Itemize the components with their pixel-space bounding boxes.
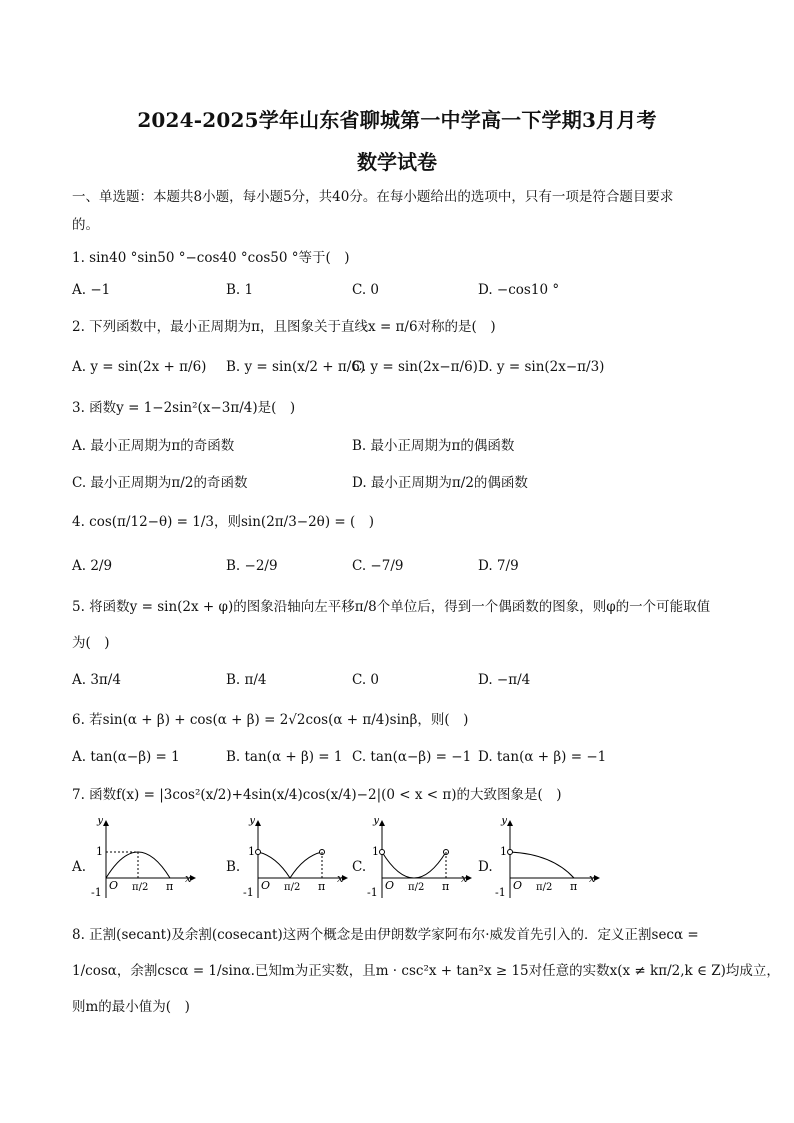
q2-option-a: A. y = sin(2x + π/6) — [72, 359, 207, 375]
graph-b-y-label: y — [249, 818, 256, 826]
graph-b — [240, 818, 350, 904]
q2-option-b: B. y = sin(x/2 + π/6) — [226, 359, 366, 375]
q1-option-b: B. 1 — [226, 282, 254, 298]
graph-d-neg1: -1 — [495, 886, 506, 899]
q4-option-c: C. −7/9 — [352, 558, 404, 574]
graph-c-one: 1 — [372, 845, 379, 858]
q4-option-d: D. 7/9 — [478, 558, 519, 574]
q2-option-d: D. y = sin(2x−π/3) — [478, 359, 605, 375]
q6-option-d: D. tan(α + β) = −1 — [478, 749, 607, 765]
question-6: 6. 若sin(α + β) + cos(α + β) = 2√2cos(α + π/4)sinβ，则( ) — [72, 712, 469, 728]
q5-option-b: B. π/4 — [226, 672, 267, 688]
q3-option-a: A. 最小正周期为π的奇函数 — [72, 438, 235, 454]
q3-option-d: D. 最小正周期为π/2的偶函数 — [352, 475, 528, 491]
graph-a-pi2: π/2 — [132, 882, 149, 893]
question-8: 8. 正割(secant)及余割(cosecant)这两个概念是由伊朗数学家阿布尔·威发首先引入的．定义正割secα = — [72, 927, 699, 943]
question-8-line3: 则m的最小值为( ) — [72, 999, 190, 1015]
graph-d-pi: π — [570, 880, 578, 893]
question-8-line2: 1/cosα，余割cscα = 1/sinα.已知m为正实数，且m · csc²x + tan²x ≥ 15对任意的实数x(x ≠ kπ/2,k ∈ Z)均成立， — [72, 963, 780, 979]
q6-option-c: C. tan(α−β) = −1 — [352, 749, 472, 765]
q7-option-a: A. — [72, 859, 87, 875]
graph-c-neg1: -1 — [367, 886, 378, 899]
graph-d-x-label: x — [589, 872, 596, 885]
question-3: 3. 函数y = 1−2sin²(x−3π/4)是( ) — [72, 400, 296, 416]
graph-b-pi2: π/2 — [284, 882, 301, 893]
section-heading: 一、单选题：本题共8小题，每小题5分，共40分。在每小题给出的选项中，只有一项是符合题目要求 — [72, 189, 674, 205]
q1-option-c: C. 0 — [352, 282, 380, 298]
graph-b-pi: π — [318, 880, 326, 893]
q5-option-d: D. −π/4 — [478, 672, 531, 688]
q6-option-b: B. tan(α + β) = 1 — [226, 749, 343, 765]
exam-subtitle: 数学试卷 — [357, 150, 437, 174]
question-7: 7. 函数f(x) = |3cos²(x/2)+4sin(x/4)cos(x/4)−2|(0 < x < π)的大致图象是( ) — [72, 787, 562, 803]
q1-option-d: D. −cos10 ° — [478, 282, 560, 298]
graph-b-neg1: -1 — [243, 886, 254, 899]
graph-d-origin: O — [513, 879, 523, 892]
q5-option-a: A. 3π/4 — [72, 672, 121, 688]
graph-c-pi2: π/2 — [408, 882, 425, 893]
q5-option-c: C. 0 — [352, 672, 380, 688]
question-4: 4. cos(π/12−θ) = 1/3，则sin(2π/3−2θ) = ( ) — [72, 514, 375, 530]
graph-b-origin: O — [261, 879, 271, 892]
graph-a-one: 1 — [96, 845, 103, 858]
graph-b-one: 1 — [248, 845, 255, 858]
graph-c-origin: O — [385, 879, 395, 892]
question-1: 1. sin40 °sin50 °−cos40 °cos50 °等于( ) — [72, 250, 350, 266]
q3-option-b: B. 最小正周期为π的偶函数 — [352, 438, 515, 454]
question-5-cont: 为( ) — [72, 635, 110, 651]
q7-option-c: C. — [352, 859, 367, 875]
graph-a-y-label: y — [97, 818, 104, 826]
graph-c-y-label: y — [373, 818, 380, 826]
q6-option-a: A. tan(α−β) = 1 — [72, 749, 180, 765]
graph-a-pi: π — [166, 880, 174, 893]
graph-d-one: 1 — [500, 845, 507, 858]
graph-c — [364, 818, 474, 904]
q2-option-c: C. y = sin(2x−π/6) — [352, 359, 478, 375]
q7-option-d: D. — [478, 859, 493, 875]
graph-b-x-label: x — [337, 872, 344, 885]
graph-a-neg1: -1 — [91, 886, 102, 899]
graph-c-x-label: x — [461, 872, 468, 885]
q4-option-b: B. −2/9 — [226, 558, 278, 574]
q1-option-a: A. −1 — [72, 282, 111, 298]
graph-c-pi: π — [442, 880, 450, 893]
section-heading-cont: 的。 — [72, 217, 99, 233]
graph-d-y-label: y — [501, 818, 508, 826]
question-2: 2. 下列函数中，最小正周期为π，且图象关于直线x = π/6对称的是( ) — [72, 319, 496, 335]
question-5: 5. 将函数y = sin(2x + φ)的图象沿轴向左平移π/8个单位后，得到一个偶函数的图象，则φ的一个可能取值 — [72, 599, 711, 615]
graph-a-x-label: x — [185, 872, 192, 885]
graph-a — [88, 818, 198, 904]
graph-a-origin: O — [109, 879, 119, 892]
q7-option-b: B. — [226, 859, 241, 875]
graph-d — [492, 818, 602, 904]
graph-d-pi2: π/2 — [536, 882, 553, 893]
q3-option-c: C. 最小正周期为π/2的奇函数 — [72, 475, 248, 491]
exam-title: 2024-2025学年山东省聊城第一中学高一下学期3月月考 — [137, 108, 657, 132]
q4-option-a: A. 2/9 — [72, 558, 113, 574]
